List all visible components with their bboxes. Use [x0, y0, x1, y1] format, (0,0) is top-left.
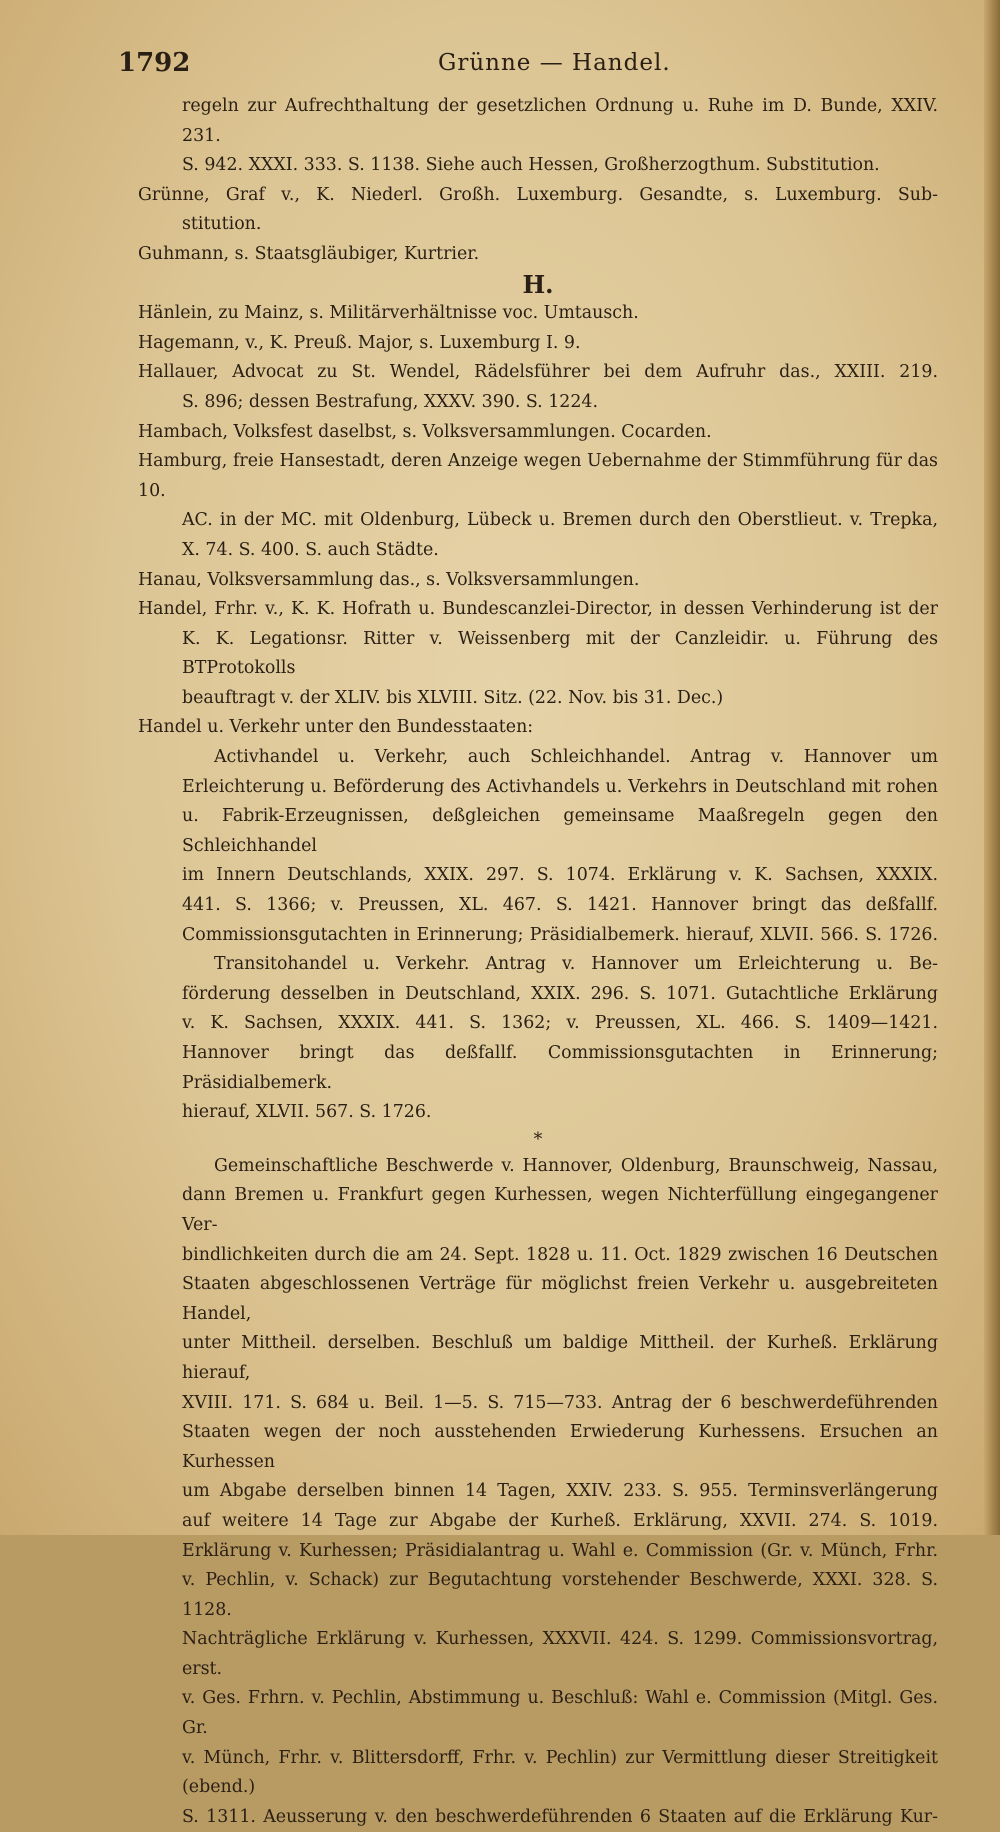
index-entry	[138, 447, 938, 565]
index-entry	[138, 595, 938, 713]
page-header	[118, 44, 938, 84]
entry-line: regeln zur Aufrechthaltung der gesetzlichen Ordnung u. Ruhe im D. Bunde, XXIV. 231.	[182, 96, 938, 146]
entry-line: Nachträgliche Erklärung v. Kurhessen, XXXVII. 424. S. 1299. Commissionsvortrag, erst.	[182, 1629, 938, 1679]
entry-line: bindlichkeiten durch die am 24. Sept. 1828 u. 11. Oct. 1829 zwischen 16 Deutschen	[182, 1244, 938, 1265]
entry-line: Hambach, Volksfest daselbst, s. Volksversammlungen. Cocarden.	[138, 421, 712, 442]
entry-line: v. Pechlin, v. Schack) zur Begutachtung vorstehender Beschwerde, XXXI. 328. S. 1128.	[182, 1570, 938, 1620]
entry-line: Activhandel u. Verkehr, auch Schleichhandel. Antrag v. Hannover um	[214, 747, 938, 768]
entry-line: S. 1311. Aeusserung v. den beschwerdeführenden 6 Staaten auf die Erklärung Kur-	[182, 1806, 938, 1827]
index-entry	[138, 566, 938, 596]
entry-line: v. K. Sachsen, XXXIX. 441. S. 1362; v. Preussen, XL. 466. S. 1409—1421.	[182, 1013, 938, 1034]
entry-line: S. 942. XXXI. 333. S. 1138. Siehe auch Hessen, Großherzogthum. Substitution.	[182, 155, 880, 176]
index-entry	[138, 358, 938, 417]
entry-line: K. K. Legationsr. Ritter v. Weissenberg mit der Canzleidir. u. Führung des BTProtokolls	[182, 628, 938, 679]
entry-line: Erleichterung u. Beförderung des Activhandels u. Verkehrs in Deutschland mit rohen	[182, 776, 938, 797]
section-letter: H.	[522, 269, 554, 299]
entry-line: Commissionsgutachten in Erinnerung; Präsidialbemerk. hierauf, XLVII. 566. S. 1726.	[182, 924, 938, 945]
entry-line: Handel, Frhr. v., K. K. Hofrath u. Bundescanzlei-Director, in dessen Verhinderung ist der	[138, 599, 938, 620]
entry-line: 441. S. 1366; v. Preussen, XL. 467. S. 1421. Hannover bringt das deßfallf.	[182, 895, 938, 916]
entry-line: Guhmann, s. Staatsgläubiger, Kurtrier.	[138, 243, 480, 264]
entry-line: u. Fabrik-Erzeugnissen, deßgleichen gemeinsame Maaßregeln gegen den Schleichhandel	[182, 806, 938, 856]
sub-paragraph	[138, 1152, 938, 1832]
entry-line: Handel u. Verkehr unter den Bundesstaaten:	[138, 717, 534, 738]
entry-line: hierauf, XLVII. 567. S. 1726.	[182, 1102, 432, 1123]
index-entry	[138, 713, 938, 743]
entry-line: auf weitere 14 Tage zur Abgabe der Kurheß. Erklärung, XXVII. 274. S. 1019.	[182, 1510, 938, 1531]
entry-line: Staaten abgeschlossenen Verträge für möglichst freien Verkehr u. ausgebreiteten Handel,	[182, 1274, 938, 1324]
entry-line: S. 896; dessen Bestrafung, XXXV. 390. S. 1224.	[182, 391, 599, 412]
index-entry	[138, 92, 938, 181]
entry-line: v. Münch, Frhr. v. Blittersdorff, Frhr. v. Pechlin) zur Vermittlung dieser Streitigkeit (ebend.)	[182, 1747, 938, 1798]
index-entry	[138, 418, 938, 448]
entry-line: X. 74. S. 400. S. auch Städte.	[182, 539, 439, 560]
index-entry	[138, 240, 938, 270]
entry-line: beauftragt v. der XLIV. bis XLVIII. Sitz. (22. Nov. bis 31. Dec.)	[182, 687, 724, 708]
entry-line: unter Mittheil. derselben. Beschluß um baldige Mittheil. der Kurheß. Erklärung hierauf,	[182, 1333, 938, 1383]
entry-line: v. Ges. Frhrn. v. Pechlin, Abstimmung u. Beschluß: Wahl e. Commission (Mitgl. Ges. Gr.	[182, 1688, 938, 1739]
entry-line: dann Bremen u. Frankfurt gegen Kurhessen, wegen Nichterfüllung eingegangener Ver-	[182, 1185, 938, 1235]
entry-line: AC. in der MC. mit Oldenburg, Lübeck u. Bremen durch den Oberstlieut. v. Trepka,	[182, 510, 938, 531]
sub-paragraph	[138, 950, 938, 1128]
page-number: 1792	[118, 48, 191, 78]
entry-line: im Innern Deutschlands, XXIX. 297. S. 1074. Erklärung v. K. Sachsen, XXXIX.	[182, 865, 938, 886]
entry-line: Hamburg, freie Hansestadt, deren Anzeige wegen Uebernahme der Stimmführung für das 10.	[138, 451, 938, 501]
index-entry	[138, 329, 938, 359]
sub-paragraph	[138, 743, 938, 950]
entry-line: Hagemann, v., K. Preuß. Major, s. Luxemburg I. 9.	[138, 332, 581, 353]
entry-line: Gemeinschaftliche Beschwerde v. Hannover, Oldenburg, Braunschweig, Nassau,	[214, 1155, 938, 1176]
entry-line: Erklärung v. Kurhessen; Präsidialantrag u. Wahl e. Commission (Gr. v. Münch, Frhr.	[182, 1540, 938, 1561]
entry-line: Staaten wegen der noch ausstehenden Erwiederung Kurhessens. Ersuchen an Kurhessen	[182, 1422, 938, 1472]
entry-line: förderung desselben in Deutschland, XXIX. 296. S. 1071. Gutachtliche Erklärung	[182, 983, 938, 1004]
entry-line: stitution.	[182, 214, 262, 235]
page-edge	[984, 0, 1000, 1535]
index-entry	[138, 181, 938, 240]
index-text	[138, 92, 938, 1832]
entry-line: Grünne, Graf v., K. Niederl. Großh. Luxemburg. Gesandte, s. Luxemburg. Sub-	[138, 184, 938, 205]
running-head: Grünne — Handel.	[438, 50, 671, 76]
asterisk-divider: *	[533, 1129, 543, 1150]
entry-line: Hänlein, zu Mainz, s. Militärverhältnisse voc. Umtausch.	[138, 303, 639, 324]
entry-line: XVIII. 171. S. 684 u. Beil. 1—5. S. 715—733. Antrag der 6 beschwerdeführenden	[182, 1392, 938, 1413]
entry-line: Transitohandel u. Verkehr. Antrag v. Hannover um Erleichterung u. Be-	[214, 954, 938, 975]
entry-line: Hannover bringt das deßfallf. Commissionsgutachten in Erinnerung; Präsidialbemerk.	[182, 1043, 938, 1093]
entry-line: Hallauer, Advocat zu St. Wendel, Rädelsführer bei dem Aufruhr das., XXIII. 219.	[138, 362, 938, 383]
entry-line: Hanau, Volksversammlung das., s. Volksversammlungen.	[138, 569, 640, 590]
entry-line: um Abgabe derselben binnen 14 Tagen, XXIV. 233. S. 955. Terminsverlängerung	[182, 1481, 938, 1502]
index-entry	[138, 299, 938, 329]
